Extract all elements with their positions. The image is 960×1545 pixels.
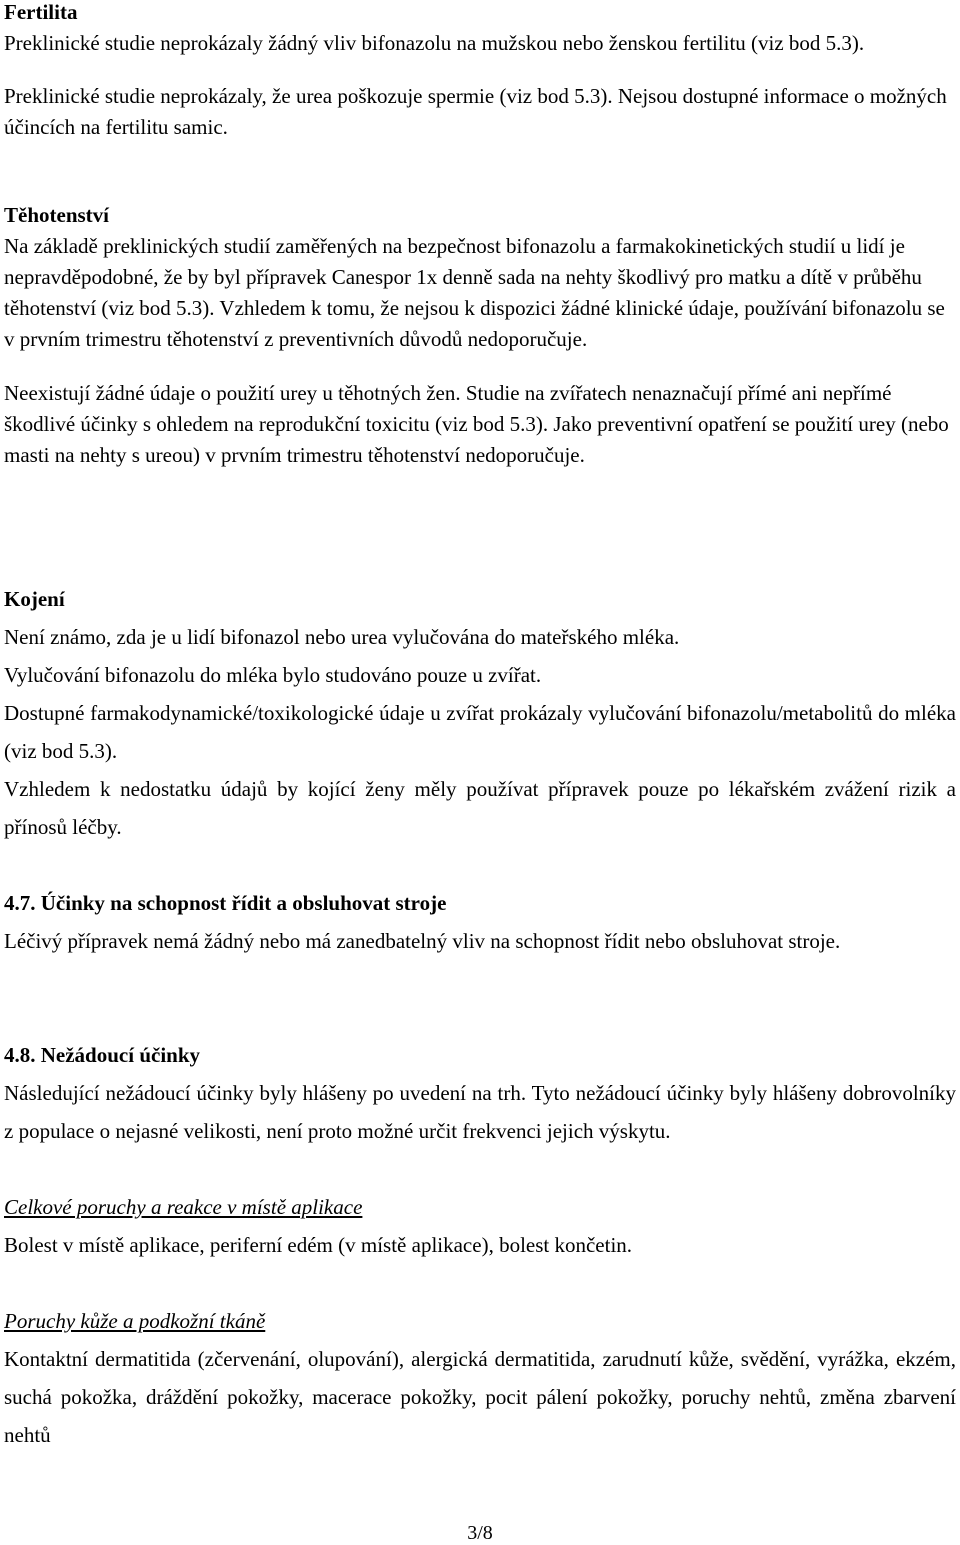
heading-kojeni: Kojení [4, 587, 65, 611]
heading-fertilita: Fertilita [4, 0, 78, 24]
paragraph: Preklinické studie neprokázaly žádný vliv bifonazolu na mužskou nebo ženskou fertilitu (viz bod 5.3). [4, 31, 865, 55]
paragraph: Preklinické studie neprokázaly, že urea poškozuje spermie (viz bod 5.3). Nejsou dostupné informace o možných účincích na fertilitu samic. [4, 84, 947, 139]
heading-4-8 [4, 1036, 956, 1074]
subheading-celkove-poruchy: Celkové poruchy a reakce v místě aplikace [4, 1195, 363, 1219]
paragraph: Vylučování bifonazolu do mléka bylo studováno pouze u zvířat. [4, 663, 542, 687]
paragraph: Léčivý přípravek nemá žádný nebo má zanedbatelný vliv na schopnost řídit nebo obsluhovat stroje. [4, 929, 841, 953]
paragraph: Není známo, zda je u lidí bifonazol nebo urea vylučována do mateřského mléka. [4, 625, 680, 649]
paragraph: Dostupné farmakodynamické/toxikologické údaje u zvířat prokázaly vylučování bifonazolu/metabolitů do mléka (viz bod 5.3). [4, 701, 956, 763]
section-tehotenstvi [4, 200, 956, 471]
section-4-7 [4, 884, 956, 960]
paragraph: Neexistují žádné údaje o použití urey u těhotných žen. Studie na zvířatech nenaznačují přímé ani nepřímé škodlivé účinky s ohledem na reprodukční toxicitu (viz bod 5.3). Jako preventivní opatření se použití urey (nebo masti na nehty s ureou) v prvním trimestru těhotenství nedoporučuje. [4, 381, 949, 467]
paragraph: Kontaktní dermatitida (zčervenání, olupování), alergická dermatitida, zarudnutí kůže, svědění, vyrážka, ekzém, suchá pokožka, dráždění pokožky, macerace pokožky, pocit pálení pokožky, poruchy nehtů, změna zbarvení nehtů [4, 1347, 956, 1447]
subheading-poruchy-kuze: Poruchy kůže a podkožní tkáně [4, 1309, 266, 1333]
section-title: Nežádoucí účinky [40, 1043, 201, 1067]
section-kojeni [4, 580, 956, 846]
section-4-8 [4, 1036, 956, 1454]
page-number: 3/8 [467, 1522, 493, 1544]
section-number: 4.7. [4, 891, 36, 915]
paragraph: Následující nežádoucí účinky byly hlášeny po uvedení na trh. Tyto nežádoucí účinky byly hlášeny dobrovolníky z populace o nejasné velikosti, není proto možné určit frekvenci jejich výskytu. [4, 1081, 956, 1143]
paragraph: Bolest v místě aplikace, periferní edém (v místě aplikace), bolest končetin. [4, 1233, 633, 1257]
section-number: 4.8. [4, 1043, 36, 1067]
heading-tehotenstvi: Těhotenství [4, 203, 109, 227]
section-fertilita [4, 0, 956, 143]
section-title: Účinky na schopnost řídit a obsluhovat stroje [40, 891, 447, 915]
heading-4-7 [4, 884, 956, 922]
paragraph: Na základě preklinických studií zaměřených na bezpečnost bifonazolu a farmakokinetických studií u lidí je nepravděpodobné, že by byl přípravek Canespor 1x denně sada na nehty škodlivý pro matku a dítě v průběhu těhotenství (viz bod 5.3). Vzhledem k tomu, že nejsou k dispozici žádné klinické údaje, používání bifonazolu se v prvním trimestru těhotenství z preventivních důvodů nedoporučuje. [4, 234, 945, 351]
paragraph: Vzhledem k nedostatku údajů by kojící ženy měly používat přípravek pouze po lékařském zvážení rizik a přínosů léčby. [4, 777, 956, 839]
